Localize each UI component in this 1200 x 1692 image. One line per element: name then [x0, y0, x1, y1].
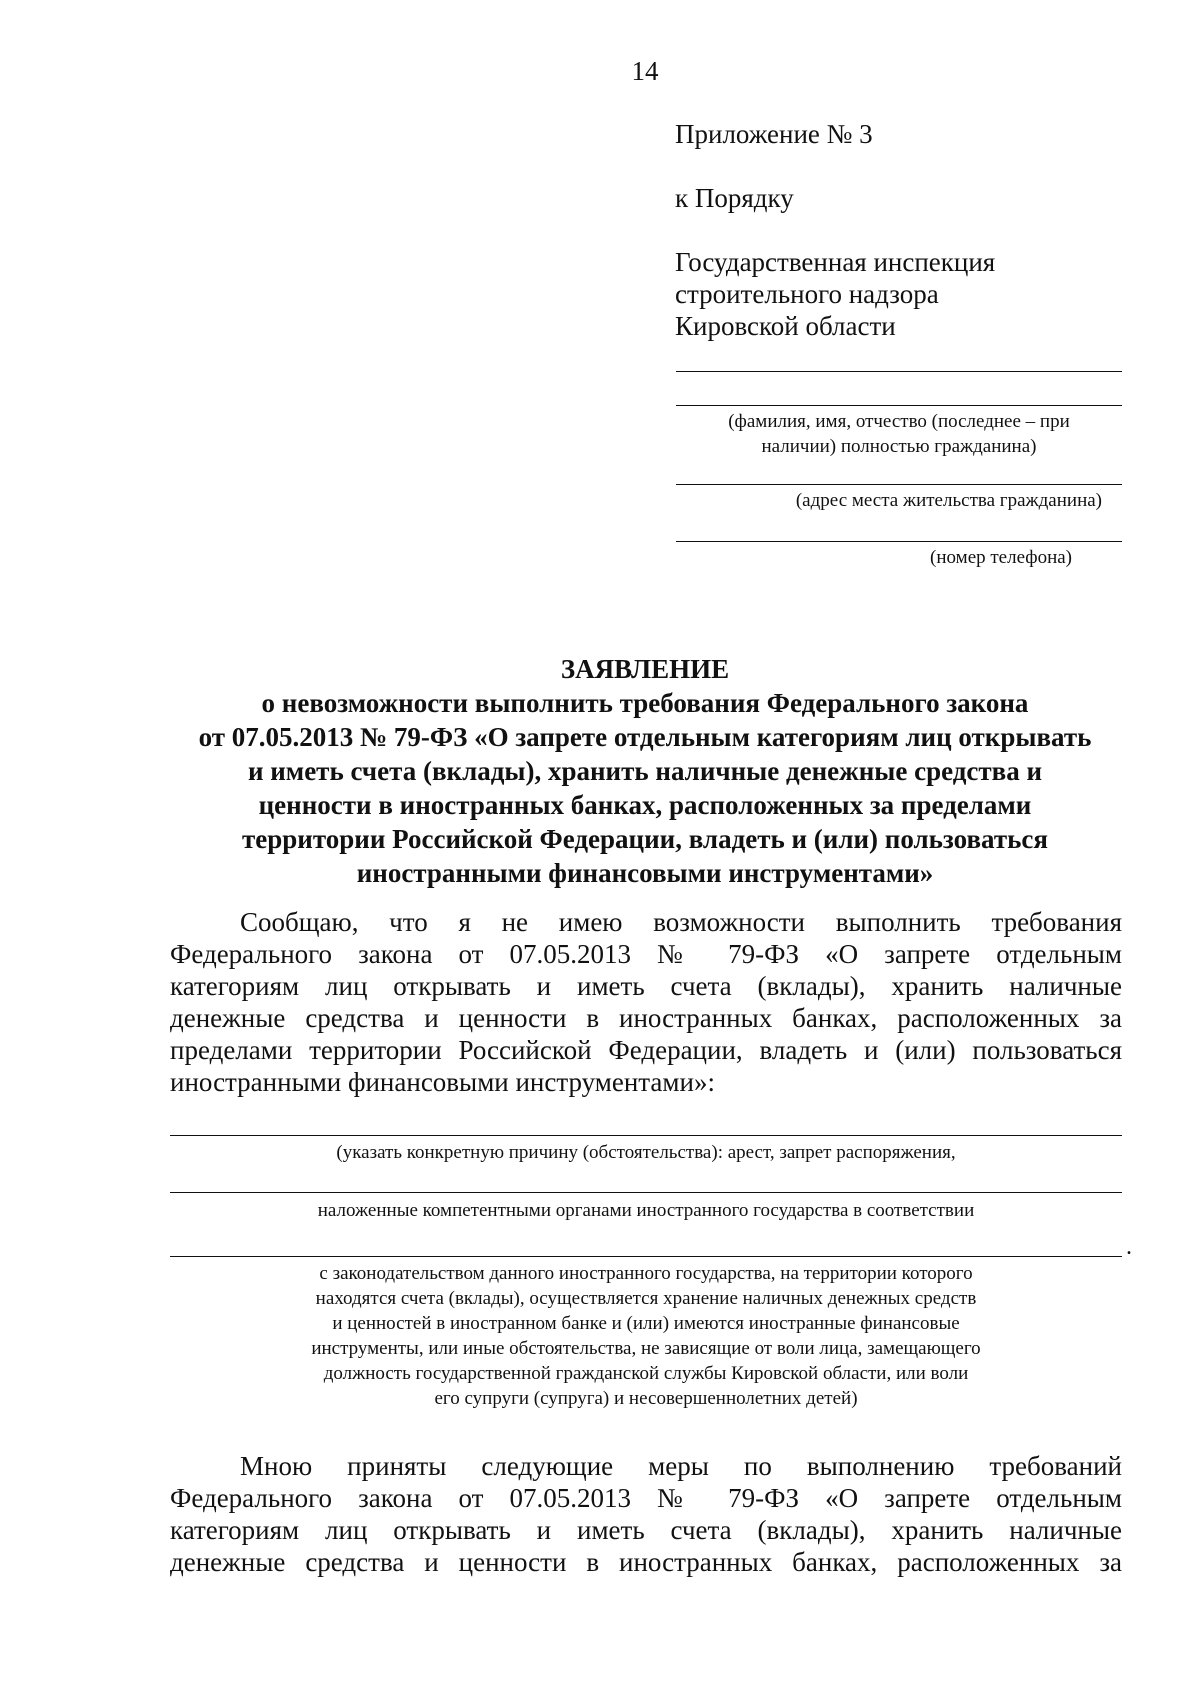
- addressee-line: Кировской области: [675, 311, 896, 341]
- title-subtitle-line: территории Российской Федерации, владеть и (или) пользоваться: [242, 824, 1048, 854]
- statement-paragraph: [170, 906, 1122, 1098]
- trailing-mark: .: [1126, 1234, 1132, 1260]
- caption-line: с законодательством данного иностранного государства, на территории которого: [319, 1263, 973, 1284]
- reason-line-2: [170, 1192, 1122, 1193]
- paragraph-line: Мною приняты следующие меры по выполнению требований: [240, 1451, 1122, 1481]
- applicant-phone-line: [676, 541, 1122, 542]
- paragraph-line: денежные средства и ценности в иностранных банках, расположенных за: [170, 1003, 1122, 1033]
- title-heading: ЗАЯВЛЕНИЕ: [560, 654, 730, 684]
- title-subtitle-line: о невозможности выполнить требования Федерального закона: [261, 688, 1029, 718]
- reason-caption-2: наложенные компетентными органами иностранного государства в соответствии: [317, 1200, 975, 1221]
- paragraph-line: иностранными финансовыми инструментами»:: [170, 1067, 715, 1097]
- document-title: [150, 652, 1140, 890]
- caption-line: (фамилия, имя, отчество (последнее – при: [728, 411, 1070, 432]
- applicant-name-line-1: [676, 371, 1122, 372]
- caption-line: наличии) полностью гражданина): [761, 436, 1037, 457]
- applicant-phone-caption: (номер телефона): [930, 547, 1072, 568]
- paragraph-line: пределами территории Российской Федерации, владеть и (или) пользоваться: [170, 1035, 1122, 1065]
- reason-line-1: [170, 1135, 1122, 1136]
- caption-line: находятся счета (вклады), осуществляется хранение наличных денежных средств: [315, 1288, 977, 1309]
- reason-line-3: [170, 1256, 1122, 1257]
- paragraph-line: Федерального закона от 07.05.2013 № 79-ФЗ «О запрете отдельным: [170, 939, 1122, 969]
- paragraph-line: категориям лиц открывать и иметь счета (вклады), хранить наличные: [170, 971, 1122, 1001]
- paragraph-line: Федерального закона от 07.05.2013 № 79-ФЗ «О запрете отдельным: [170, 1483, 1122, 1513]
- paragraph-line: денежные средства и ценности в иностранных банках, расположенных за: [170, 1547, 1122, 1577]
- caption-line: его супруги (супруга) и несовершеннолетних детей): [434, 1388, 858, 1409]
- caption-line: и ценностей в иностранном банке и (или) имеются иностранные финансовые: [332, 1313, 960, 1334]
- addressee-line: строительного надзора: [675, 279, 939, 309]
- paragraph-line: категориям лиц открывать и иметь счета (вклады), хранить наличные: [170, 1515, 1122, 1545]
- order-reference: к Порядку: [675, 183, 794, 213]
- title-subtitle-line: и иметь счета (вклады), хранить наличные денежные средства и: [247, 756, 1043, 786]
- title-subtitle-line: от 07.05.2013 № 79-ФЗ «О запрете отдельным категориям лиц открывать: [198, 722, 1092, 752]
- title-subtitle-line: ценности в иностранных банках, расположенных за пределами: [258, 790, 1032, 820]
- addressee-line: Государственная инспекция: [675, 247, 996, 277]
- paragraph-line: Сообщаю, что я не имею возможности выполнить требования: [240, 907, 1122, 937]
- caption-line: должность государственной гражданской службы Кировской области, или воли: [323, 1363, 969, 1384]
- page-number: 14: [631, 56, 659, 86]
- applicant-name-caption: [676, 409, 1122, 459]
- applicant-address-line: [676, 484, 1122, 485]
- addressee-block: [675, 246, 1155, 342]
- reason-caption-3: [170, 1261, 1122, 1411]
- title-subtitle-line: иностранными финансовыми инструментами»: [356, 858, 934, 888]
- measures-paragraph: [170, 1450, 1122, 1578]
- applicant-name-line-2: [676, 405, 1122, 406]
- appendix-label: Приложение № 3: [675, 119, 873, 149]
- reason-caption-1: (указать конкретную причину (обстоятельства): арест, запрет распоряжения,: [336, 1142, 956, 1163]
- applicant-address-caption: (адрес места жительства гражданина): [795, 490, 1102, 511]
- caption-line: инструменты, или иные обстоятельства, не зависящие от воли лица, замещающего: [311, 1338, 981, 1359]
